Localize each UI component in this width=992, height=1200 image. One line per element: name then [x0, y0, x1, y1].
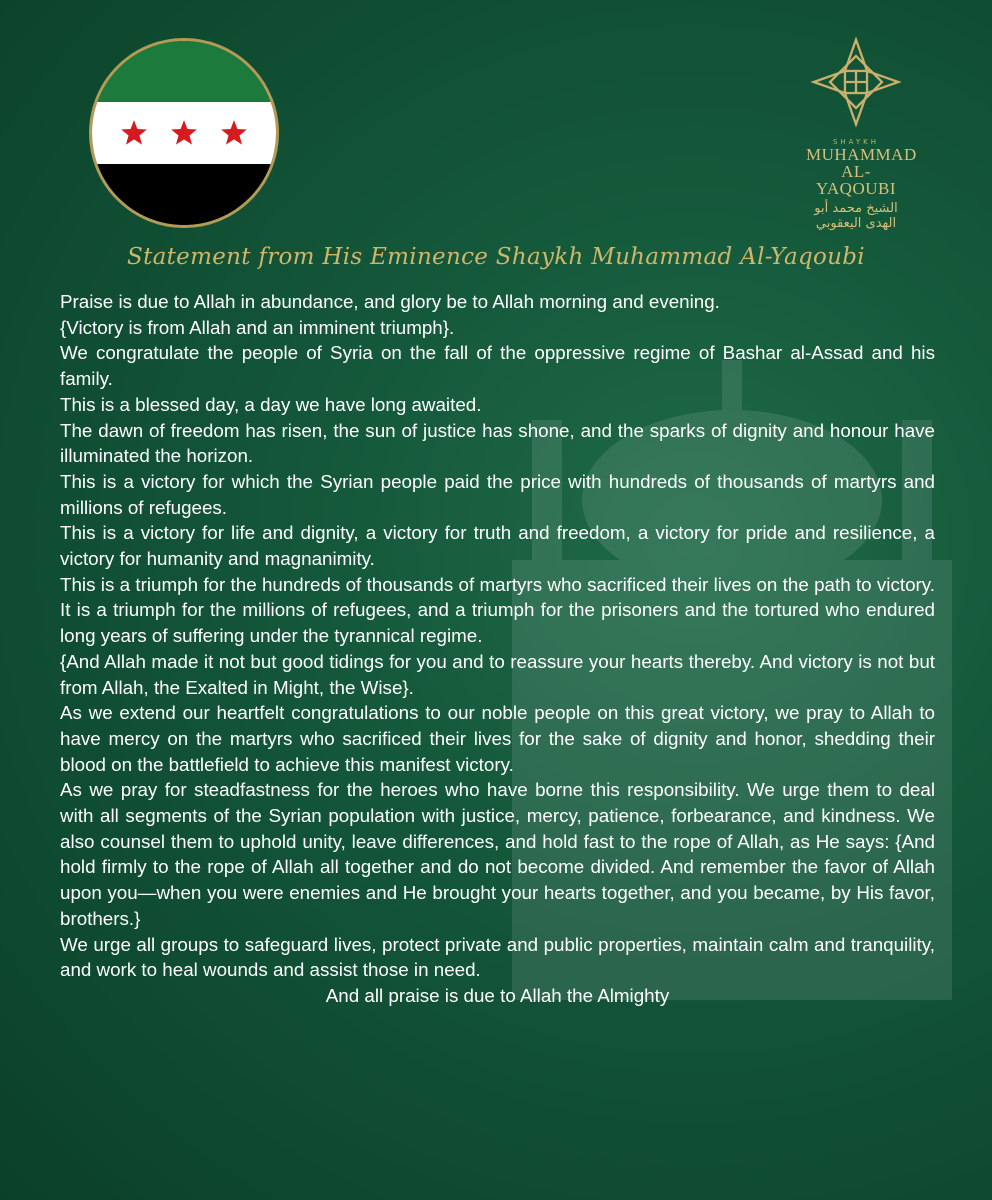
red-star-icon: [120, 119, 148, 147]
paragraph: We congratulate the people of Syria on the fall of the oppressive regime of Bashar al-Assad and his family.: [60, 342, 935, 390]
paragraph: This is a victory for which the Syrian people paid the price with hundreds of thousands of martyrs and millions of refugees.: [60, 470, 935, 518]
logo-name-line1: MUHAMMAD: [806, 145, 917, 164]
ornamental-star-logo-icon: [810, 36, 902, 128]
paragraph: As we pray for steadfastness for the heroes who have borne this responsibility. We urge them to deal with all segments of the Syrian population with justice, mercy, patience, forbearance, and kindness. We also counsel them to uphold unity, leave differences, and hold fast to the rope of Allah, as He says: {And hold firmly to the rope of Allah all together and do not become divided. And remember the favor of Allah upon you—when you were enemies and He brought your hearts together, and you became, by His favor, brothers.}: [60, 779, 935, 929]
logo-title-line: SHAYKH: [832, 138, 880, 146]
paragraph: As we extend our heartfelt congratulations to our noble people on this great victory, we pray to Allah to have mercy on the martyrs who sacrificed their lives for the sake of dignity and honor, shedding their blood on the battlefield to achieve this manifest victory.: [60, 702, 935, 775]
syrian-revolution-flag: [89, 38, 279, 228]
closing-line: And all praise is due to Allah the Almighty: [325, 984, 670, 1006]
paragraph: This is a blessed day, a day we have long awaited.: [60, 393, 482, 415]
logo-arabic-name: الشيخ محمد أبو الهدى اليعقوبي: [814, 201, 898, 231]
logo-name-line2: AL-YAQOUBI: [816, 162, 896, 198]
statement-title: Statement from His Eminence Shaykh Muhammad Al-Yaqoubi: [127, 244, 865, 270]
red-star-icon: [170, 119, 198, 147]
red-star-icon: [220, 119, 248, 147]
paragraph: {Victory is from Allah and an imminent triumph}.: [60, 316, 455, 338]
statement-body: [60, 289, 935, 1009]
paragraph: The dawn of freedom has risen, the sun of justice has shone, and the sparks of dignity and honour have illuminated the horizon.: [60, 419, 935, 467]
paragraph: This is a victory for life and dignity, a victory for truth and freedom, a victory for pride and resilience, a victory for humanity and magnanimity.: [60, 522, 935, 570]
paragraph: Praise is due to Allah in abundance, and glory be to Allah morning and evening.: [60, 291, 720, 312]
paragraph: {And Allah made it not but good tidings for you and to reassure your hearts thereby. And victory is not but from Allah, the Exalted in Might, the Wise}.: [60, 650, 935, 698]
paragraph: This is a triumph for the hundreds of thousands of martyrs who sacrificed their lives on the path to victory. It is a triumph for the millions of refugees, and a triumph for the prisoners and the tortured who endured long years of suffering under the tyrannical regime.: [60, 573, 935, 647]
paragraph: We urge all groups to safeguard lives, protect private and public properties, maintain calm and tranquility, and work to heal wounds and assist those in need.: [60, 933, 935, 981]
shaykh-logo: [806, 36, 917, 231]
